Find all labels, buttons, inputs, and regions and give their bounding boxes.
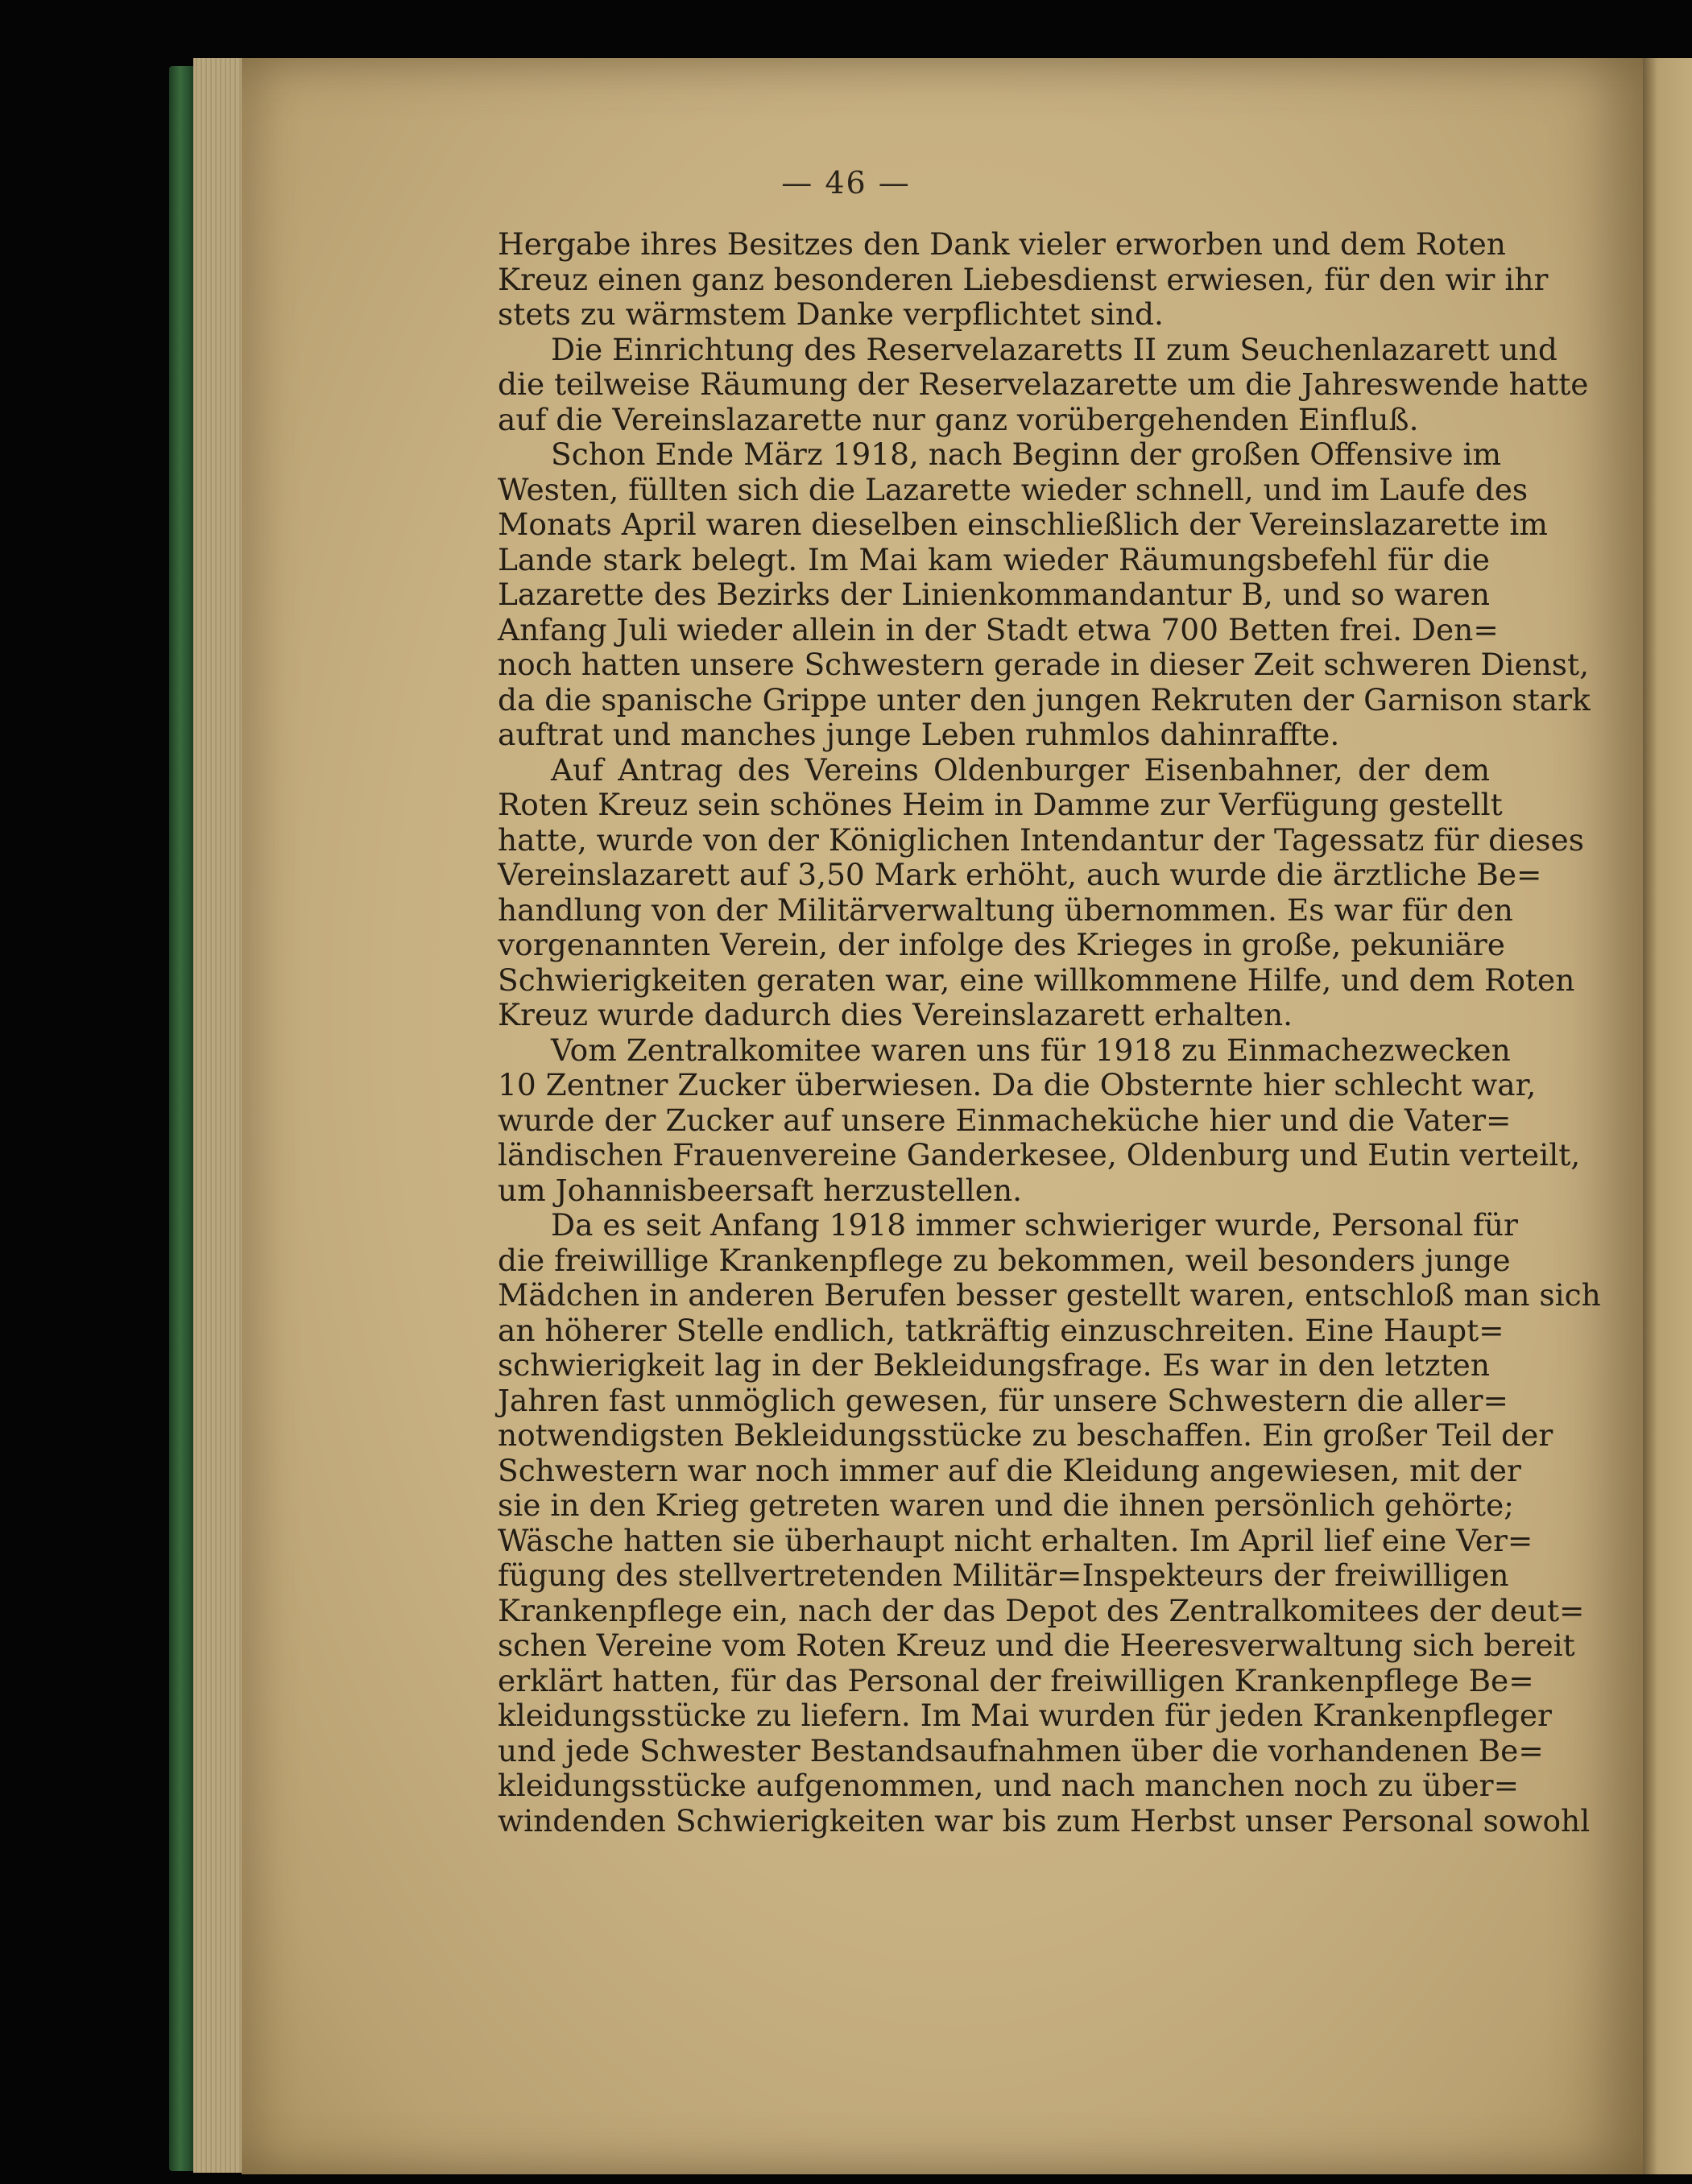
text-line: handlung von der Militärverwaltung übernommen. Es war für den xyxy=(498,891,1513,928)
text-line: Die Einrichtung des Reservelazaretts II zum Seuchenlazarett und xyxy=(551,331,1558,367)
text-line: Schwestern war noch immer auf die Kleidung angewiesen, mit der xyxy=(498,1452,1521,1488)
book-cover-edge xyxy=(169,66,197,2171)
text-line: Kreuz einen ganz besonderen Liebesdienst erwiesen, für den wir ihr xyxy=(498,261,1549,297)
text-line: stets zu wärmstem Danke verpflichtet sind. xyxy=(498,296,1164,332)
text-line: Westen, füllten sich die Lazarette wieder schnell, und im Laufe des xyxy=(498,471,1529,507)
text-line: die freiwillige Krankenpflege zu bekommen, weil besonders junge xyxy=(498,1242,1511,1278)
text-line: Roten Kreuz sein schönes Heim in Damme zur Verfügung gestellt xyxy=(498,787,1503,822)
text-line: Schwierigkeiten geraten war, eine willkommene Hilfe, und dem Roten xyxy=(498,962,1575,998)
page-number: — 46 — xyxy=(781,165,911,201)
text-line: Vereinslazarett auf 3,50 Mark erhöht, auch wurde die ärztliche Be= xyxy=(498,857,1542,892)
text-line: auftrat und manches junge Leben ruhmlos dahinraffte. xyxy=(498,717,1340,752)
text-line: hatte, wurde von der Königlichen Intendantur der Tagessatz für dieses xyxy=(498,821,1584,858)
text-line: Monats April waren dieselben einschließlich der Vereinslazarette im xyxy=(498,507,1548,542)
text-line: Jahren fast unmöglich gewesen, für unsere Schwestern die aller= xyxy=(498,1382,1508,1418)
text-line: sie in den Krieg getreten waren und die ihnen persönlich gehörte; xyxy=(498,1487,1514,1523)
text-line: um Johannisbeersaft herzustellen. xyxy=(498,1172,1023,1208)
text-line: Kreuz wurde dadurch dies Vereinslazarett erhalten. xyxy=(498,997,1293,1032)
text-line: kleidungsstücke zu liefern. Im Mai wurden für jeden Krankenpfleger xyxy=(498,1698,1552,1733)
text-line: notwendigsten Bekleidungsstücke zu beschaffen. Ein großer Teil der xyxy=(498,1417,1553,1453)
text-line: Mädchen in anderen Berufen besser gestellt waren, entschloß man sich xyxy=(498,1277,1601,1313)
text-line: Schon Ende März 1918, nach Beginn der großen Offensive im xyxy=(551,436,1502,472)
text-line: schwierigkeit lag in der Bekleidungsfrage. Es war in den letzten xyxy=(498,1347,1490,1383)
text-line: Hergabe ihres Besitzes den Dank vieler erworben und dem Roten xyxy=(498,226,1506,262)
text-line: an höherer Stelle endlich, tatkräftig einzuschreiten. Eine Haupt= xyxy=(498,1312,1504,1348)
text-line: und jede Schwester Bestandsaufnahmen über die vorhandenen Be= xyxy=(498,1732,1544,1768)
text-line: Lande stark belegt. Im Mai kam wieder Räumungsbefehl für die xyxy=(498,541,1490,577)
text-line: Krankenpflege ein, nach der das Depot des Zentralkomitees der deut= xyxy=(498,1592,1585,1628)
text-line: fügung des stellvertretenden Militär=Inspekteurs der freiwilligen xyxy=(498,1557,1509,1593)
text-line: schen Vereine vom Roten Kreuz und die Heeresverwaltung sich bereit xyxy=(498,1628,1575,1663)
text-line: die teilweise Räumung der Reservelazarette um die Jahreswende hatte xyxy=(498,366,1589,402)
text-line: auf die Vereinslazarette nur ganz vorübergehenden Einfluß. xyxy=(498,401,1419,437)
text-line: Da es seit Anfang 1918 immer schwieriger wurde, Personal für xyxy=(551,1207,1518,1243)
text-line: erklärt hatten, für das Personal der freiwilligen Krankenpflege Be= xyxy=(498,1662,1534,1698)
text-line: windenden Schwierigkeiten war bis zum Herbst unser Personal sowohl xyxy=(498,1802,1591,1839)
text-line: Vom Zentralkomitee waren uns für 1918 zu Einmachezwecken xyxy=(551,1032,1511,1068)
text-line: wurde der Zucker auf unsere Einmacheküche hier und die Vater= xyxy=(498,1102,1512,1138)
page-body-text xyxy=(498,226,1601,1839)
text-line: 10 Zentner Zucker überwiesen. Da die Obsternte hier schlecht war, xyxy=(498,1067,1537,1102)
text-line: da die spanische Grippe unter den jungen Rekruten der Garnison stark xyxy=(498,681,1591,718)
text-line: vorgenannten Verein, der infolge des Krieges in große, pekuniäre xyxy=(498,927,1505,962)
text-line: ländischen Frauenvereine Ganderkesee, Oldenburg und Eutin verteilt, xyxy=(498,1137,1581,1173)
text-line: Auf Antrag des Vereins Oldenburger Eisenbahner, der dem xyxy=(551,751,1490,788)
text-line: Wäsche hatten sie überhaupt nicht erhalten. Im April lief eine Ver= xyxy=(498,1522,1533,1558)
text-line: noch hatten unsere Schwestern gerade in dieser Zeit schweren Dienst, xyxy=(498,647,1590,682)
text-line: kleidungsstücke aufgenommen, und nach manchen noch zu über= xyxy=(498,1768,1520,1803)
text-line: Anfang Juli wieder allein in der Stadt etwa 700 Betten frei. Den= xyxy=(498,611,1499,647)
next-page-edge xyxy=(1643,58,1692,2174)
text-line: Lazarette des Bezirks der Linienkommandantur B, und so waren xyxy=(498,577,1490,612)
